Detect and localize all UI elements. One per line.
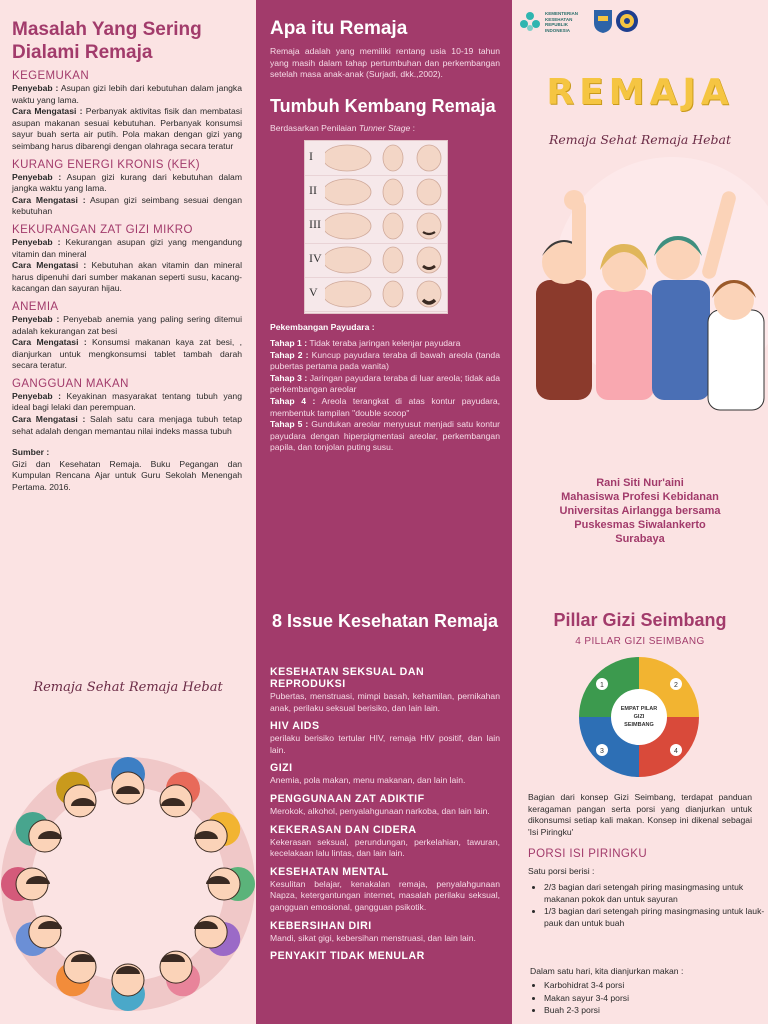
- step-text: Gundukan areolar menyusut menjadi satu kontur payudara dengan hiperpigmentasi areolar, perkembangan papila, dan tonjolan puting susu.: [270, 419, 500, 453]
- breast-steps: [270, 338, 500, 454]
- source-label: Sumber :: [12, 447, 50, 458]
- item-label: Penyebab :: [12, 313, 60, 324]
- pillar-num-1: 1: [600, 682, 604, 689]
- remaja-title: REMAJA: [546, 72, 734, 113]
- left-title: Masalah Yang Sering Dialami Remaja: [12, 19, 202, 63]
- ministry-text: KEMENTERIAN KESEHATAN REPUBLIK INDONESIA: [545, 11, 579, 33]
- issue-text: perilaku berisiko tertular HIV, remaja HIV positif, dan lain lain.: [270, 733, 500, 755]
- left-script-caption: Remaja Sehat Remaja Hebat: [33, 680, 223, 695]
- author-line: Rani Siti Nur'aini: [596, 477, 684, 489]
- stage-number: I: [309, 149, 313, 164]
- breast-step: [270, 396, 500, 419]
- remaja-subtitle: Remaja Sehat Remaja Hebat: [548, 132, 732, 147]
- stage-number: III: [309, 217, 321, 232]
- item-label: Cara Mengatasi :: [12, 106, 83, 117]
- author-line: Universitas Airlangga bersama: [559, 505, 721, 517]
- author-block: [522, 476, 758, 546]
- issue-heading: HIV AIDS: [270, 720, 320, 733]
- porsi-item: • 1/3 bagian dari setengah piring masingmasing untuk lauk-pauk dan untuk buah: [544, 906, 768, 929]
- growth-title: Tumbuh Kembang Remaja: [270, 95, 496, 116]
- daily-item: • Karbohidrat 3-4 porsi: [544, 980, 768, 992]
- right-panel: [512, 0, 768, 1024]
- stage-figure-icon: [325, 142, 445, 174]
- issue-heading: KESEHATAN SEKSUAL DAN REPRODUKSI: [270, 666, 425, 690]
- pillar-diagram: [574, 652, 704, 782]
- breast-step: [270, 350, 500, 373]
- section-paragraph: [12, 314, 242, 337]
- daily-item: • Buah 2-3 porsi: [544, 1005, 768, 1017]
- item-text: Salah satu cara menjaga tubuh tetap sehat adalah dengan memantau nilai indeks massa tubuh: [12, 414, 242, 436]
- section-paragraph: [12, 106, 242, 152]
- porsi-heading: PORSI ISI PIRINGKU: [528, 848, 648, 860]
- author-line: Puskesmas Siwalankerto: [574, 519, 706, 531]
- item-label: Cara Mengatasi :: [12, 337, 87, 348]
- stage-row: [305, 209, 447, 244]
- what-is-remaja-title: Apa itu Remaja: [270, 18, 408, 39]
- issue-text: Kesulitan belajar, kenakalan remaja, penyalahgunaan Napza, ketergantungan internet, masalah perilaku seksual, gangguan emosional, gangguan psikotik.: [270, 878, 500, 912]
- issue-heading: KESEHATAN MENTAL: [270, 865, 389, 878]
- issue-text: Anemia, pola makan, menu makanan, dan lain lain.: [270, 775, 466, 786]
- pillar-center-line3: SEIMBANG: [624, 722, 654, 728]
- step-label: Tahap 1 :: [270, 337, 308, 348]
- source-text: Gizi dan Kesehatan Remaja. Buku Pegangan dan Kumpulan Rencana Ajar untuk Guru Sekolah Menengah Pertama. 2016.: [12, 458, 242, 493]
- section-heading: ANEMIA: [12, 300, 59, 313]
- step-label: Tahap 2 :: [270, 349, 309, 360]
- step-label: Tahap 3 :: [270, 372, 308, 383]
- item-label: Cara Mengatasi :: [12, 260, 87, 271]
- stage-figure-icon: [325, 244, 445, 276]
- item-text: Asupan gizi seimbang sesuai dengan kebutuhan: [12, 194, 242, 217]
- friend-head: [195, 916, 227, 948]
- stage-figure-icon: [325, 176, 445, 208]
- issue-heading: PENYAKIT TIDAK MENULAR: [270, 950, 425, 963]
- section-paragraph: [12, 83, 242, 106]
- issue-heading: KEBERSIHAN DIRI: [270, 919, 372, 932]
- item-text: Asupan gizi kurang dari kebutuhan dalam jangka waktu yang lama.: [12, 171, 242, 194]
- pillar-center-line2: GIZI: [633, 714, 645, 720]
- kemenkes-logo-icon: [518, 10, 542, 34]
- section-paragraph: [12, 172, 242, 195]
- pillar-num-3: 3: [600, 748, 604, 755]
- middle-panel: [256, 0, 512, 1024]
- issue-text: Merokok, alkohol, penyalahgunaan narkoba, dan lain lain.: [270, 805, 490, 816]
- section-paragraph: [12, 237, 242, 260]
- stage-row: [305, 277, 447, 312]
- porsi-item: • 2/3 bagian dari setengah piring masingmasing untuk makanan pokok dan untuk sayuran: [544, 882, 768, 905]
- item-label: Penyebab :: [12, 390, 61, 401]
- porsi-list: [526, 882, 768, 930]
- teen-group-illustration: [512, 140, 768, 420]
- tanner-caption: Berdasarkan Penilaian Tunner Stage :: [270, 122, 416, 133]
- step-text: Tidak teraba jaringan kelenjar payudara: [307, 337, 461, 348]
- section-heading: KEKURANGAN ZAT GIZI MIKRO: [12, 223, 193, 236]
- section-heading: KEGEMUKAN: [12, 70, 90, 82]
- issue-text: Pubertas, menstruasi, mimpi basah, kehamilan, pernikahan anak, perilaku seksual berisiko, dan lain lain.: [270, 691, 500, 713]
- item-text: Konsumsi makanan kaya zat besi, , dianjurkan untuk mengkonsumsi tablet tambah darah secara teratur.: [12, 337, 242, 371]
- porsi-intro: Satu porsi berisi :: [528, 866, 595, 876]
- stage-row: [305, 141, 447, 176]
- issue-heading: KEKERASAN DAN CIDERA: [270, 823, 417, 836]
- breast-dev-title: Pekembangan Payudara :: [270, 322, 375, 333]
- issues-list: [270, 660, 500, 963]
- breast-step: [270, 419, 500, 454]
- section-paragraph: [12, 391, 242, 414]
- pillar-num-4: 4: [674, 748, 678, 755]
- pillar-num-2: 2: [674, 682, 678, 689]
- step-text: Jaringan payudara teraba di luar areola; tidak ada perkembangan areolar: [270, 372, 500, 395]
- breast-step: [270, 338, 500, 350]
- step-text: Areola terangkat di atas kontur payudara, membentuk tampilan "double scoop": [270, 395, 500, 418]
- author-line: Surabaya: [615, 533, 665, 545]
- left-panel: [0, 0, 256, 1024]
- breast-step: [270, 373, 500, 396]
- problem-sections: [12, 70, 242, 437]
- step-text: Kuncup payudara teraba di bawah areola (tanda pubertas pertama pada wanita): [270, 349, 500, 372]
- item-text: Keyakinan masyarakat tentang tubuh yang ideal bagi lelaki dan perempuan.: [12, 390, 242, 413]
- stage-figure-icon: [325, 210, 445, 242]
- section-paragraph: [12, 337, 242, 372]
- section-heading: GANGGUAN MAKAN: [12, 377, 129, 390]
- section-paragraph: [12, 414, 242, 437]
- stage-number: II: [309, 183, 317, 198]
- remaja-definition: Remaja adalah yang memiliki rentang usia 10-19 tahun yang masih dalam tahap pertumbuhan dan perkembangan setelah masa anak-anak (Surjadi, dkk.,2002).: [270, 46, 500, 80]
- section-paragraph: [12, 195, 242, 218]
- pillar-title: Pillar Gizi Seimbang: [553, 610, 727, 630]
- stage-number: IV: [309, 251, 322, 266]
- item-label: Cara Mengatasi :: [12, 414, 86, 425]
- friend-head: [29, 916, 61, 948]
- item-label: Penyebab :: [12, 236, 61, 247]
- issues-title: 8 Issue Kesehatan Remaja: [271, 611, 499, 631]
- source-block: [12, 447, 242, 493]
- daily-intro: Dalam satu hari, kita dianjurkan makan :: [530, 966, 684, 976]
- tanner-stage-chart: [304, 140, 448, 314]
- pillar-description: Bagian dari konsep Gizi Seimbang, terdapat panduan keragaman pangan serta porsi yang dianjurkan untuk dikonsumsi setiap kali makan. Konsep ini dikenal sebagai 'Isi Piringku': [528, 792, 752, 837]
- step-label: Tahap 5 :: [270, 419, 309, 430]
- issue-heading: GIZI: [270, 762, 293, 775]
- item-text: Kebutuhan akan vitamin dan mineral harus dipenuhi dari sumber makanan seperti susu, kacang-kacangan dan sayuran hijau.: [12, 260, 242, 294]
- stage-row: [305, 243, 447, 278]
- stage-number: V: [309, 285, 318, 300]
- issue-heading: PENGGUNAAN ZAT ADIKTIF: [270, 792, 425, 805]
- daily-list: [526, 980, 768, 1018]
- section-paragraph: [12, 260, 242, 295]
- daily-item: • Makan sayur 3-4 porsi: [544, 993, 768, 1005]
- section-heading: KURANG ENERGI KRONIS (KEK): [12, 158, 201, 171]
- university-logo-icon: [615, 9, 639, 33]
- circle-of-friends-illustration: [0, 734, 256, 1024]
- pillar-center-line1: EMPAT PILAR: [620, 706, 658, 712]
- issue-text: Kekerasan seksual, perundungan, perkelahian, tawuran, kecelakaan lalu lintas, dan lain lain.: [270, 836, 500, 859]
- item-label: Penyebab :: [12, 171, 62, 182]
- pillar-subtitle: 4 PILLAR GIZI SEIMBANG: [575, 636, 705, 647]
- item-label: Cara Mengatasi :: [12, 194, 86, 205]
- step-label: Tahap 4 :: [270, 395, 316, 406]
- item-text: Kekurangan asupan gizi yang mengandung vitamin dan mineral: [12, 236, 242, 259]
- logo-bar: [518, 8, 762, 36]
- item-text: Perbanyak aktivitas fisik dan membatasi asupan makanan sesuai kebutuhan. Perbanyak konsumsi sayur buah serta air putih. Pola makan dengan gizi yang seimbang harus dibarengi dengan olahraga secara teratur: [12, 106, 242, 151]
- stage-figure-icon: [325, 278, 445, 310]
- item-label: Penyebab :: [12, 83, 59, 93]
- author-line: Mahasiswa Profesi Kebidanan: [561, 491, 719, 503]
- stage-row: [305, 175, 447, 210]
- surabaya-emblem-icon: [592, 8, 614, 34]
- item-text: Penyebab anemia yang paling sering ditemui adalah kekurangan zat besi: [12, 313, 242, 336]
- item-text: Asupan gizi lebih dari kebutuhan dalam jangka waktu yang lama.: [12, 83, 242, 105]
- issue-text: Mandi, sikat gigi, kebersihan menstruasi, dan lain lain.: [270, 932, 476, 943]
